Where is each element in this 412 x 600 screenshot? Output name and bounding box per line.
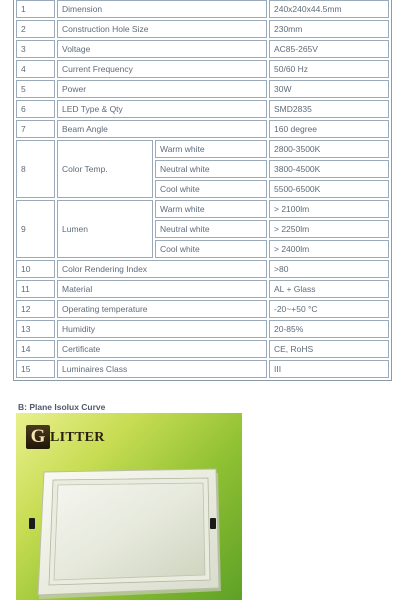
spec-row-number: 13	[16, 320, 55, 338]
spec-row-value: AL + Glass	[269, 280, 389, 298]
spec-row-item: LED Type & Qty	[57, 100, 267, 118]
product-image	[16, 413, 242, 600]
spec-row-item: Humidity	[57, 320, 267, 338]
spring-clip-left	[29, 518, 35, 529]
spring-clip-right	[210, 518, 216, 529]
spec-row	[16, 120, 389, 138]
spec-row-sublabel: Neutral white	[155, 220, 267, 238]
spec-row-value: 50/60 Hz	[269, 60, 389, 78]
spec-row-number: 9	[16, 200, 55, 258]
spec-row-value: SMD2835	[269, 100, 389, 118]
spec-row-item: Color Temp.	[57, 140, 153, 198]
spec-row	[16, 300, 389, 318]
spec-row-value: -20~+50 °C	[269, 300, 389, 318]
spec-row-value: > 2100lm	[269, 200, 389, 218]
spec-row	[16, 140, 389, 158]
logo-wordmark: LITTER	[50, 430, 105, 445]
spec-row	[16, 200, 389, 218]
spec-row	[16, 80, 389, 98]
spec-row-item: Operating temperature	[57, 300, 267, 318]
spec-row-value: 5500-6500K	[269, 180, 389, 198]
spec-row-number: 10	[16, 260, 55, 278]
spec-row-item: Luminaires Class	[57, 360, 267, 378]
spec-row-number: 15	[16, 360, 55, 378]
spec-row-value: III	[269, 360, 389, 378]
spec-row-item: Voltage	[57, 40, 267, 58]
spec-row-number: 12	[16, 300, 55, 318]
spec-row-sublabel: Neutral white	[155, 160, 267, 178]
spec-row-value: 230mm	[269, 20, 389, 38]
panel-light-illustration	[16, 413, 242, 600]
spec-row	[16, 280, 389, 298]
spec-row-item: Material	[57, 280, 267, 298]
spec-row-item: Dimension	[57, 0, 267, 18]
spec-row-number: 14	[16, 340, 55, 358]
spec-table	[14, 0, 391, 380]
spec-row-sublabel: Warm white	[155, 140, 267, 158]
spec-row-item: Power	[57, 80, 267, 98]
spec-row	[16, 360, 389, 378]
spec-row-sublabel: Cool white	[155, 240, 267, 258]
spec-row-number: 5	[16, 80, 55, 98]
spec-row	[16, 100, 389, 118]
spec-row-item: Construction Hole Size	[57, 20, 267, 38]
spec-row	[16, 0, 389, 18]
spec-row-number: 8	[16, 140, 55, 198]
spec-row	[16, 340, 389, 358]
spec-row	[16, 60, 389, 78]
spec-row-value: >80	[269, 260, 389, 278]
spec-row-number: 6	[16, 100, 55, 118]
spec-row-item: Lumen	[57, 200, 153, 258]
spec-row	[16, 320, 389, 338]
spec-row-item: Beam Angle	[57, 120, 267, 138]
spec-row-value: AC85-265V	[269, 40, 389, 58]
spec-row-item: Current Frequency	[57, 60, 267, 78]
spec-row-value: > 2400lm	[269, 240, 389, 258]
spec-row-item: Certificate	[57, 340, 267, 358]
spec-row-value: 3800-4500K	[269, 160, 389, 178]
spec-row-number: 3	[16, 40, 55, 58]
spec-row-value: 240x240x44.5mm	[269, 0, 389, 18]
spec-row-number: 1	[16, 0, 55, 18]
spec-row	[16, 20, 389, 38]
spec-row	[16, 40, 389, 58]
spec-row-number: 7	[16, 120, 55, 138]
spec-row-item: Color Rendering Index	[57, 260, 267, 278]
spec-row-number: 4	[16, 60, 55, 78]
spec-row-value: 30W	[269, 80, 389, 98]
spec-row-value: > 2250lm	[269, 220, 389, 238]
spec-row-sublabel: Warm white	[155, 200, 267, 218]
spec-row-number: 11	[16, 280, 55, 298]
section-heading: B: Plane Isolux Curve	[18, 403, 106, 412]
spec-row-number: 2	[16, 20, 55, 38]
logo-badge: G	[26, 425, 50, 449]
spec-row	[16, 260, 389, 278]
spec-row-sublabel: Cool white	[155, 180, 267, 198]
spec-row-value: 20-85%	[269, 320, 389, 338]
spec-table-container	[13, 0, 392, 381]
spec-row-value: 160 degree	[269, 120, 389, 138]
spec-row-value: CE, RoHS	[269, 340, 389, 358]
spec-row-value: 2800-3500K	[269, 140, 389, 158]
